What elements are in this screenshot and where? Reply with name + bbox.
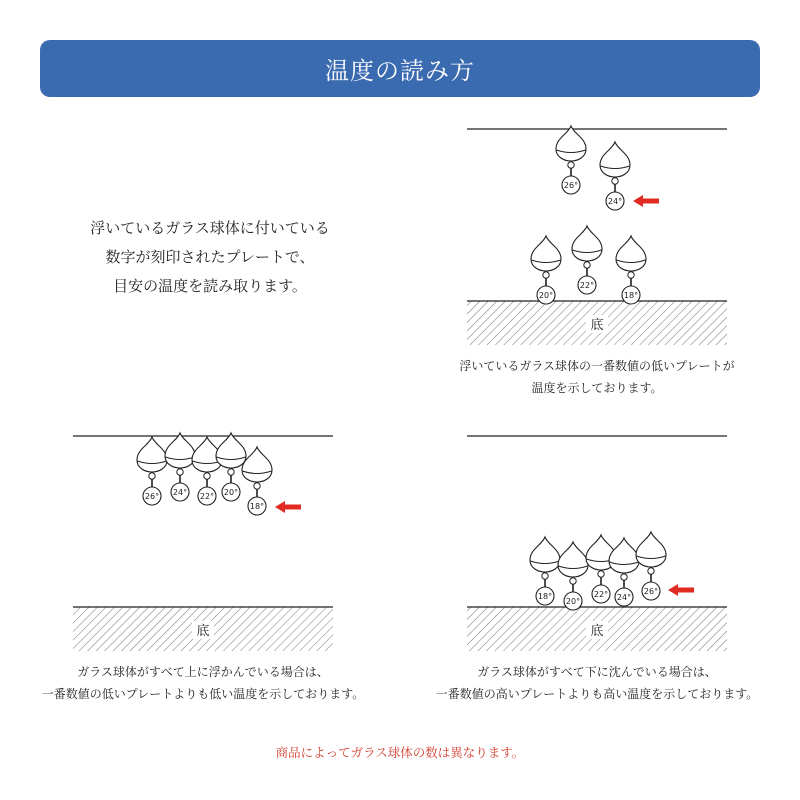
- floor-label: 底: [590, 624, 604, 639]
- glass-bulb-icon: [530, 537, 560, 605]
- bulb-hook: [648, 568, 654, 574]
- bulb-plate-label: 26°: [563, 181, 579, 190]
- glass-bulb-icon: [531, 236, 561, 304]
- bulb-hook: [228, 469, 234, 475]
- red-arrow-icon: [275, 501, 301, 513]
- glass-bulb-icon: [558, 542, 588, 610]
- red-arrow-icon: [668, 584, 694, 596]
- caption-line: 浮いているガラス球体の一番数値の低いプレートが: [459, 359, 735, 373]
- intro-line: 目安の温度を読み取ります。: [113, 277, 307, 295]
- bulb-plate-label: 20°: [565, 597, 581, 606]
- intro-line: 数字が刻印されたプレートで、: [105, 248, 315, 266]
- bulb-body: [216, 433, 246, 468]
- caption-line: ガラス球体がすべて上に浮かんでいる場合は、: [77, 665, 329, 679]
- bulb-hook: [568, 162, 574, 168]
- bulb-plate-label: 22°: [579, 281, 595, 290]
- bulb-plate-label: 24°: [616, 593, 632, 602]
- glass-bulb-icon: [216, 433, 246, 501]
- page-title: 温度の読み方: [325, 57, 475, 85]
- panel-bottom-left: [73, 433, 333, 651]
- caption-top-right: [427, 355, 767, 399]
- caption-bottom-left: [18, 661, 388, 705]
- bulb-body: [165, 433, 195, 468]
- bulb-plate-label: 24°: [607, 197, 623, 206]
- bulb-plate-label: 26°: [144, 492, 160, 501]
- bulb-hook: [621, 574, 627, 580]
- bulb-hook: [570, 578, 576, 584]
- bulb-hook: [612, 178, 618, 184]
- bulb-plate-label: 18°: [537, 592, 553, 601]
- glass-bulb-icon: [609, 538, 639, 606]
- glass-bulb-icon: [586, 535, 616, 603]
- bulb-body: [600, 142, 630, 177]
- bulb-plate-label: 22°: [593, 590, 609, 599]
- glass-bulb-icon: [636, 532, 666, 600]
- bulb-body: [242, 447, 272, 482]
- bulb-body: [572, 226, 602, 261]
- glass-bulb-icon: [600, 142, 630, 210]
- glass-bulb-icon: [572, 226, 602, 294]
- bulb-plate-label: 20°: [223, 488, 239, 497]
- floor-label: 底: [196, 624, 210, 639]
- red-arrow-icon: [633, 195, 659, 207]
- bulb-body: [609, 538, 639, 573]
- panel-top-right: [467, 126, 727, 345]
- glass-bulb-icon: [242, 447, 272, 515]
- caption-line: 温度を示しております。: [531, 381, 663, 395]
- bulb-hook: [542, 573, 548, 579]
- bulb-plate-label: 20°: [538, 291, 554, 300]
- bulb-body: [636, 532, 666, 567]
- bulb-body: [556, 126, 586, 161]
- panel-bottom-right: [467, 436, 727, 651]
- bulb-hook: [628, 272, 634, 278]
- bulb-plate-label: 18°: [249, 502, 265, 511]
- bulb-hook: [543, 272, 549, 278]
- bulb-hook: [598, 571, 604, 577]
- floor-label: 底: [590, 318, 604, 333]
- bulb-plate-label: 18°: [623, 291, 639, 300]
- bulb-hook: [584, 262, 590, 268]
- glass-bulb-icon: [165, 433, 195, 501]
- intro-line: 浮いているガラス球体に付いている: [90, 219, 330, 237]
- glass-bulb-icon: [556, 126, 586, 194]
- bulb-body: [137, 437, 167, 472]
- arrow-shape: [668, 584, 694, 596]
- glass-bulb-icon: [192, 437, 222, 505]
- footer-note: 商品によってガラス球体の数は異なります。: [275, 745, 525, 760]
- bulb-hook: [254, 483, 260, 489]
- bulb-body: [558, 542, 588, 577]
- bulb-hook: [177, 469, 183, 475]
- caption-line: 一番数値の高いプレートよりも高い温度を示しております。: [435, 687, 759, 701]
- bulb-hook: [149, 473, 155, 479]
- arrow-shape: [633, 195, 659, 207]
- bulb-plate-label: 24°: [172, 488, 188, 497]
- caption-bottom-right: [412, 661, 782, 705]
- bulb-plate-label: 26°: [643, 587, 659, 596]
- bulb-body: [531, 236, 561, 271]
- bulb-hook: [204, 473, 210, 479]
- arrow-shape: [275, 501, 301, 513]
- glass-bulb-icon: [137, 437, 167, 505]
- bulb-plate-label: 22°: [199, 492, 215, 501]
- caption-line: ガラス球体がすべて下に沈んでいる場合は、: [477, 665, 717, 679]
- caption-line: 一番数値の低いプレートよりも低い温度を示しております。: [41, 687, 365, 701]
- bulb-body: [530, 537, 560, 572]
- glass-bulb-icon: [616, 236, 646, 304]
- bulb-body: [616, 236, 646, 271]
